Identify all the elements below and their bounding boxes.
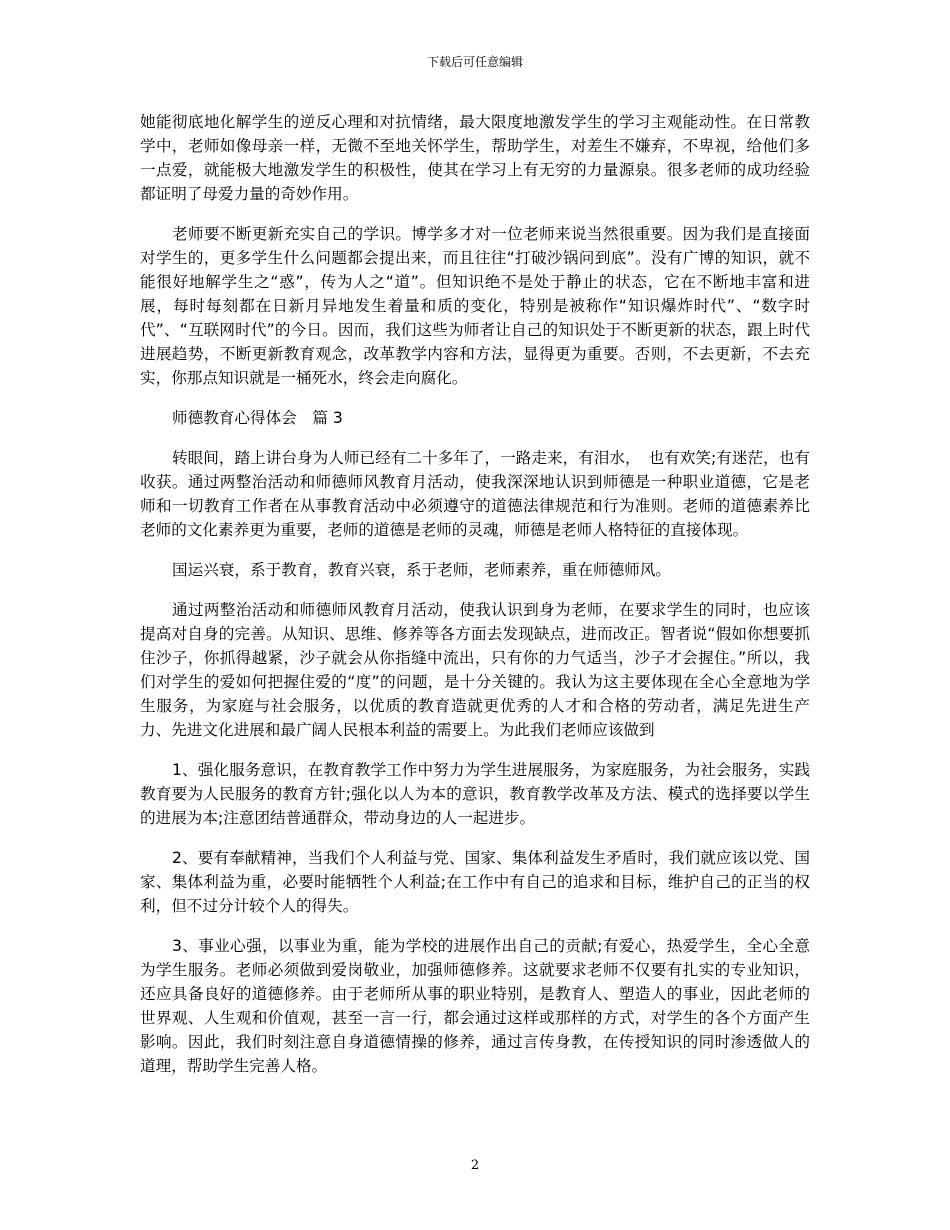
list-item-dedication: 2、要有奉献精神，当我们个人利益与党、国家、集体利益发生矛盾时，我们就应该以党、国家、集体利益为重，必要时能牺牲个人利益;在工作中有自己的追求和目标，维护自己的正当的权利，但不过分计较个人的得失。 bbox=[140, 849, 810, 915]
page-header: 下载后可任意编辑 bbox=[426, 55, 523, 69]
paragraph-mothers-love: 她能彻底地化解学生的逆反心理和对抗情绪，最大限度地激发学生的学习主观能动性。在日常教学中，老师如像母亲一样，无微不至地关怀学生，帮助学生，对差生不嫌弃，不卑视，给他们多一点爱，就能极大地激发学生的积极性，使其在学习上有无穷的力量源泉。很多老师的成功经验都证明了母爱力量的奇妙作用。 bbox=[140, 113, 810, 203]
page-number: 2 bbox=[470, 1158, 480, 1173]
paragraph-self-improvement: 通过两整治活动和师德师风教育月活动，使我认识到身为老师，在要求学生的同时，也应该提高对自身的完善。从知识、思维、修养等各方面去发现缺点，进而改正。智者说“假如你想要抓住沙子，你抓得越紧，沙子就会从你指缝中流出，只有你的力气适当，沙子才会握住。”所以，我们对学生的爱如何把握住爱的“度”的问题，是十分关键的。我认为这主要体现在全心全意地为学生服务，为家庭与社会服务，以优质的教育造就更优秀的人才和合格的劳动者，满足先进生产力、先进文化进展和最广阔人民根本利益的需要上。为此我们老师应该做到 bbox=[140, 601, 810, 739]
list-item-service-awareness: 1、强化服务意识，在教育教学工作中努力为学生进展服务，为家庭服务，为社会服务，实践教育要为人民服务的教育方针;强化以人为本的意识，教育教学改革及方法、模式的选择要以学生的进展为本;注意团结普通群众，带动身边的人一起进步。 bbox=[140, 761, 810, 827]
paragraph-update-knowledge: 老师要不断更新充实自己的学识。博学多才对一位老师来说当然很重要。因为我们是直接面对学生的，更多学生什么问题都会提出来，而且往往“打破沙锅问到底”。没有广博的知识，就不能很好地解学生之“惑”，传为人之“道”。但知识绝不是处于静止的状态，它在不断地丰富和进展，每时每刻都在日新月异地发生着量和质的变化，特别是被称作“知识爆炸时代”、“数字时代”、“互联网时代”的今日。因而，我们这些为师者让自己的知识处于不断更新的状态，跟上时代进展趋势，不断更新教育观念，改革教学内容和方法，显得更为重要。否则，不去更新，不去充实，你那点知识就是一桶死水，终会走向腐化。 bbox=[140, 225, 810, 387]
list-item-career-dedication: 3、事业心强，以事业为重，能为学校的进展作出自己的贡献;有爱心，热爱学生，全心全意为学生服务。老师必须做到爱岗敬业，加强师德修养。这就要求老师不仅要有扎实的专业知识，还应具备良好的道德修养。由于老师所从事的职业特别，是教育人、塑造人的事业，因此老师的世界观、人生观和价值观，甚至一言一行，都会通过这样或那样的方式，对学生的各个方面产生影响。因此，我们时刻注意自身道德情操的修养，通过言传身教，在传授知识的同时渗透做人的道理，帮助学生完善人格。 bbox=[140, 937, 810, 1075]
document-body bbox=[140, 110, 810, 1094]
paragraph-teacher-ethics-intro: 转眼间，踏上讲台身为人师已经有二十多年了，一路走来，有泪水， 也有欢笑;有迷茫，也有收获。通过两整治活动和师德师风教育月活动，使我深深地认识到师德是一种职业道德，它是老师和一切教育工作者在从事教育活动中必须遵守的道德法律规范和行为准则。老师的道德素养比老师的文化素养更为重要，老师的道德是老师的灵魂，师德是老师人格特征的直接体现。 bbox=[140, 449, 810, 539]
paragraph-national-fortune: 国运兴衰，系于教育，教育兴衰，系于老师，老师素养，重在师德师风。 bbox=[172, 561, 672, 579]
section-title: 师德教育心得体会 篇 3 bbox=[172, 409, 343, 427]
